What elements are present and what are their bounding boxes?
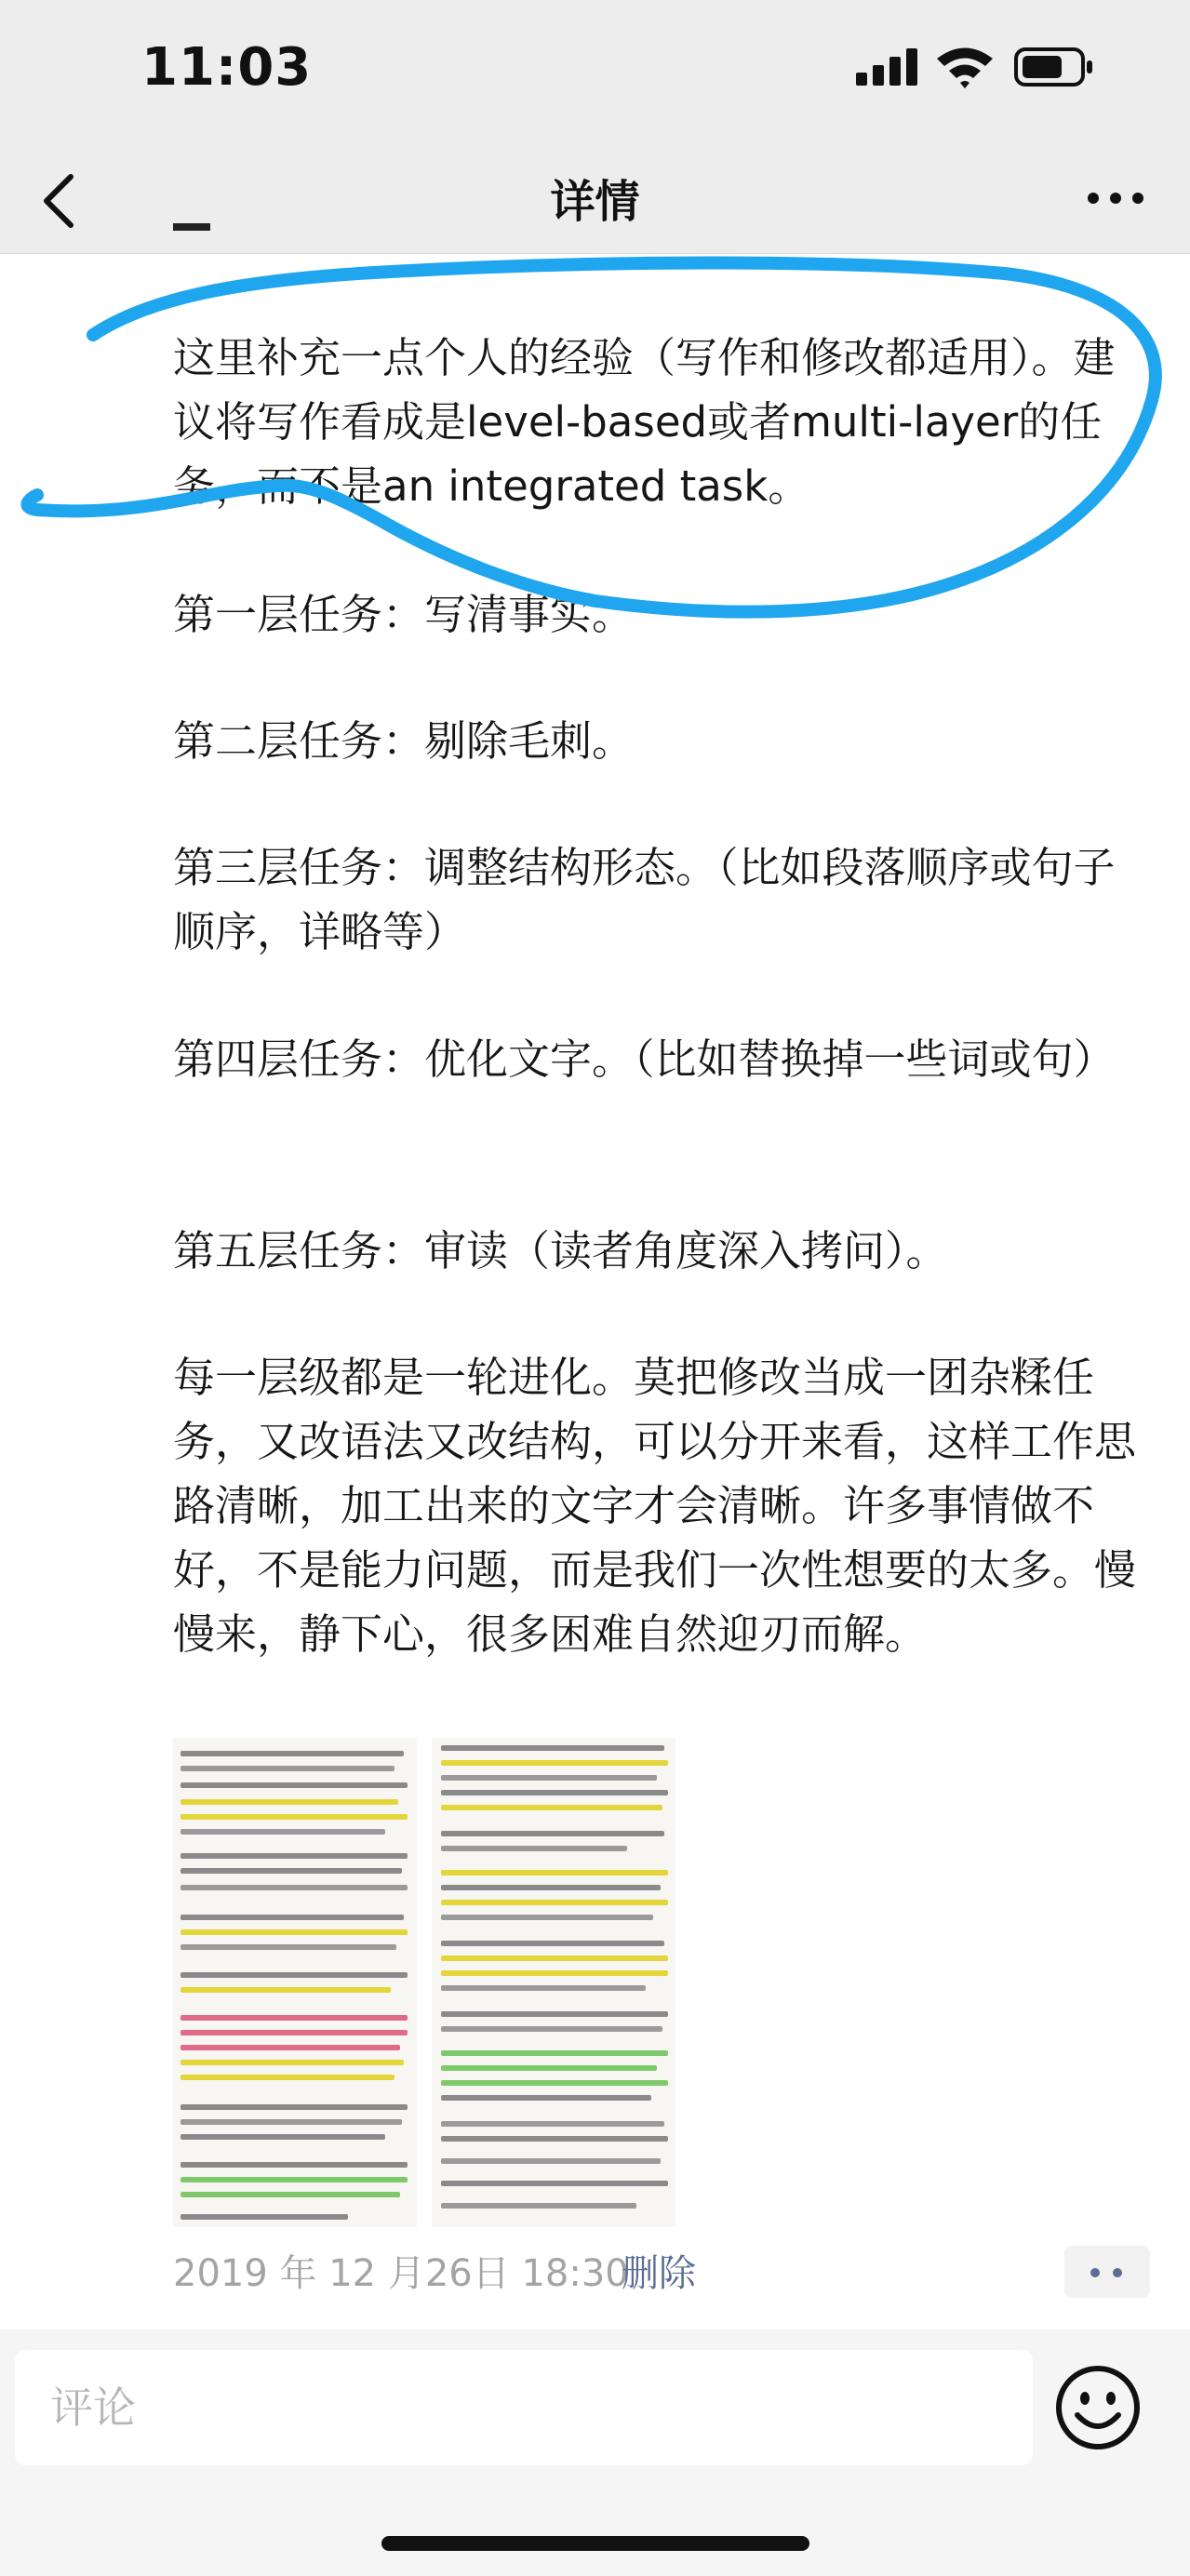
- more-icon[interactable]: [1086, 184, 1145, 212]
- status-bar: [0, 0, 1190, 149]
- status-time: 11:03: [141, 37, 313, 98]
- post-paragraph: 第五层任务：审读（读者角度深入拷问）。: [173, 1226, 948, 1275]
- post-paragraph: 每一层级都是一轮进化。莫把修改当成一团杂糅任务，又改语法又改结构，可以分开来看，这样工作思路清晰，加工出来的文字才会清晰。许多事情做不好，不是能力问题，而是我们一次性想要的太多。慢慢来，静下心，很多困难自然迎刃而解。: [173, 1353, 1137, 1659]
- comment-action-button[interactable]: [1064, 2246, 1150, 2298]
- page-title: 详情: [550, 176, 640, 228]
- smiley-icon[interactable]: [1053, 2363, 1143, 2452]
- battery-icon: [1014, 47, 1094, 87]
- cellular-signal-icon: [854, 45, 921, 89]
- dot-icon: [1113, 2268, 1122, 2277]
- wifi-icon: [934, 43, 996, 89]
- highlighted-book-page-right[interactable]: [432, 1738, 675, 2227]
- highlighted-book-page-left[interactable]: [173, 1738, 417, 2227]
- delete-link[interactable]: 删除: [622, 2252, 696, 2295]
- clipped-text-line: [173, 210, 545, 233]
- home-indicator: [381, 2536, 809, 2551]
- comment-input[interactable]: [15, 2350, 1033, 2465]
- post-timestamp: 2019 年 12 月26日 18:30: [173, 2252, 629, 2295]
- comment-bar: [0, 2329, 1190, 2576]
- dot-icon: [1090, 2268, 1100, 2277]
- nav-bar: [0, 149, 1190, 254]
- post-paragraph: 第四层任务：优化文字。（比如替换掉一些词或句）: [173, 1034, 1116, 1084]
- post-paragraph: 第一层任务：写清事实。: [173, 590, 635, 639]
- post-paragraph: 这里补充一点个人的经验（写作和修改都适用）。建议将写作看成是level-based或者multi-layer的任务，而不是an integrated task。: [173, 333, 1116, 511]
- post-paragraph: 第三层任务：调整结构形态。（比如段落顺序或句子顺序，详略等）: [173, 843, 1116, 956]
- post-paragraph: 第二层任务：剔除毛刺。: [173, 716, 635, 766]
